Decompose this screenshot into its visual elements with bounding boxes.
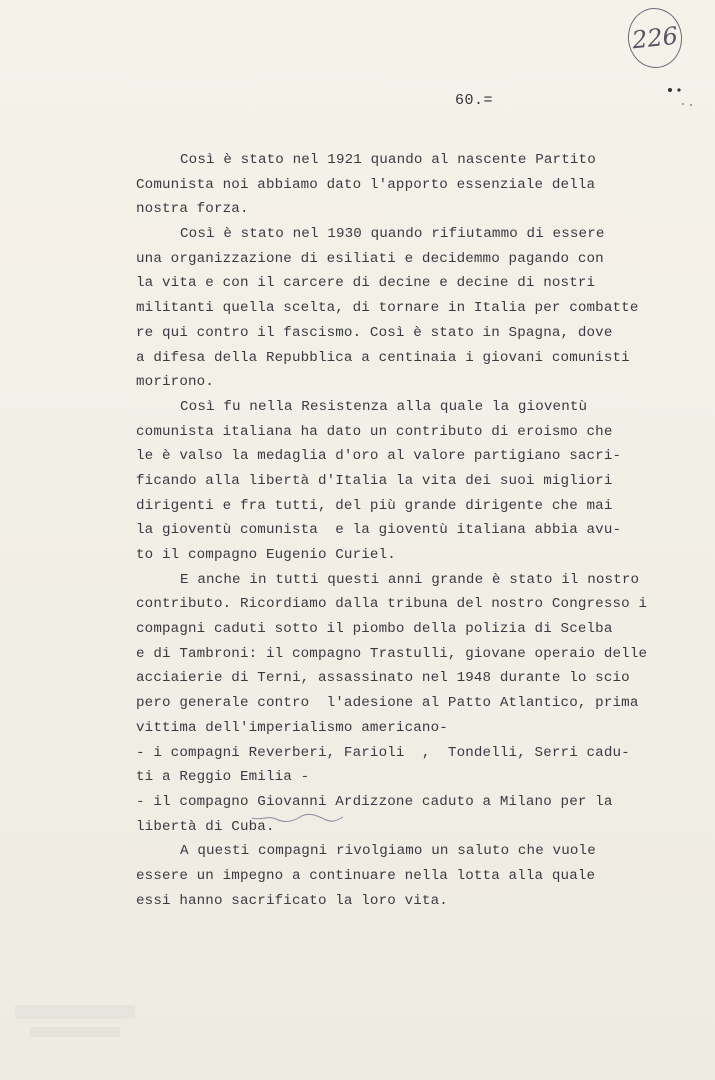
text-line: le è valso la medaglia d'oro al valore partigiano sacri- [136,448,622,465]
text-line: dirigenti e fra tutti, del più grande dirigente che mai [136,497,613,514]
text-line: nostra forza. [136,201,249,218]
text-line: - i compagni Reverberi, Farioli , Tondelli, Serri cadu- [136,744,630,761]
text-line: Comunista noi abbiamo dato l'apporto essenziale della [136,176,596,193]
faded-watermark [10,995,140,1055]
text-line: A questi compagni rivolgiamo un saluto che vuole [180,843,596,860]
text-line: E anche in tutti questi anni grande è stato il nostro [180,571,640,588]
text-line: una organizzazione di esiliati e decidemmo pagando con [136,250,604,267]
text-line: la gioventù comunista e la gioventù italiana abbia avu- [136,522,622,539]
text-line: compagni caduti sotto il piombo della polizia di Scelba [136,621,613,638]
text-line: contributo. Ricordiamo dalla tribuna del nostro Congresso i [136,596,648,613]
text-line: to il compagno Eugenio Curiel. [136,547,396,563]
archive-number-stamp: 226 [625,5,685,70]
text-line: militanti quella scelta, di tornare in Italia per combatte [136,300,639,317]
text-line: ti a Reggio Emilia - [136,769,310,786]
text-line: re qui contro il fascismo. Così è stato in Spagna, dove [136,324,613,341]
text-line: libertà di Cuba. [136,818,275,835]
text-line: ficando alla libertà d'Italia la vita dei suoi migliori [136,472,613,489]
page-number: 60.= [455,92,494,109]
text-line: Così è stato nel 1921 quando al nascente Partito [180,152,596,168]
text-line: Così è stato nel 1930 quando rifiutammo di essere [180,226,605,243]
ink-dots-mark [665,84,695,114]
handwritten-underline-mark [250,812,345,824]
body-text [136,148,656,913]
text-line: comunista italiana ha dato un contributo di eroismo che [136,423,613,440]
text-line: e di Tambroni: il compagno Trastulli, giovane operaio delle [136,645,648,662]
text-line: Così fu nella Resistenza alla quale la gioventù [180,398,588,415]
text-line: a difesa della Repubblica a centinaia i giovani comunisti [136,349,630,366]
text-line: - il compagno Giovanni Ardizzone caduto a Milano per la [136,793,613,810]
text-line: vittima dell'imperialismo americano- [136,719,448,736]
text-line: essere un impegno a continuare nella lotta alla quale [136,867,596,884]
text-line: morirono. [136,374,214,391]
text-line: pero generale contro l'adesione al Patto Atlantico, prima [136,695,639,712]
text-line: essi hanno sacrificato la loro vita. [136,892,448,909]
text-line: la vita e con il carcere di decine e decine di nostri [136,275,596,292]
text-line: acciaierie di Terni, assassinato nel 1948 durante lo scio [136,670,630,687]
